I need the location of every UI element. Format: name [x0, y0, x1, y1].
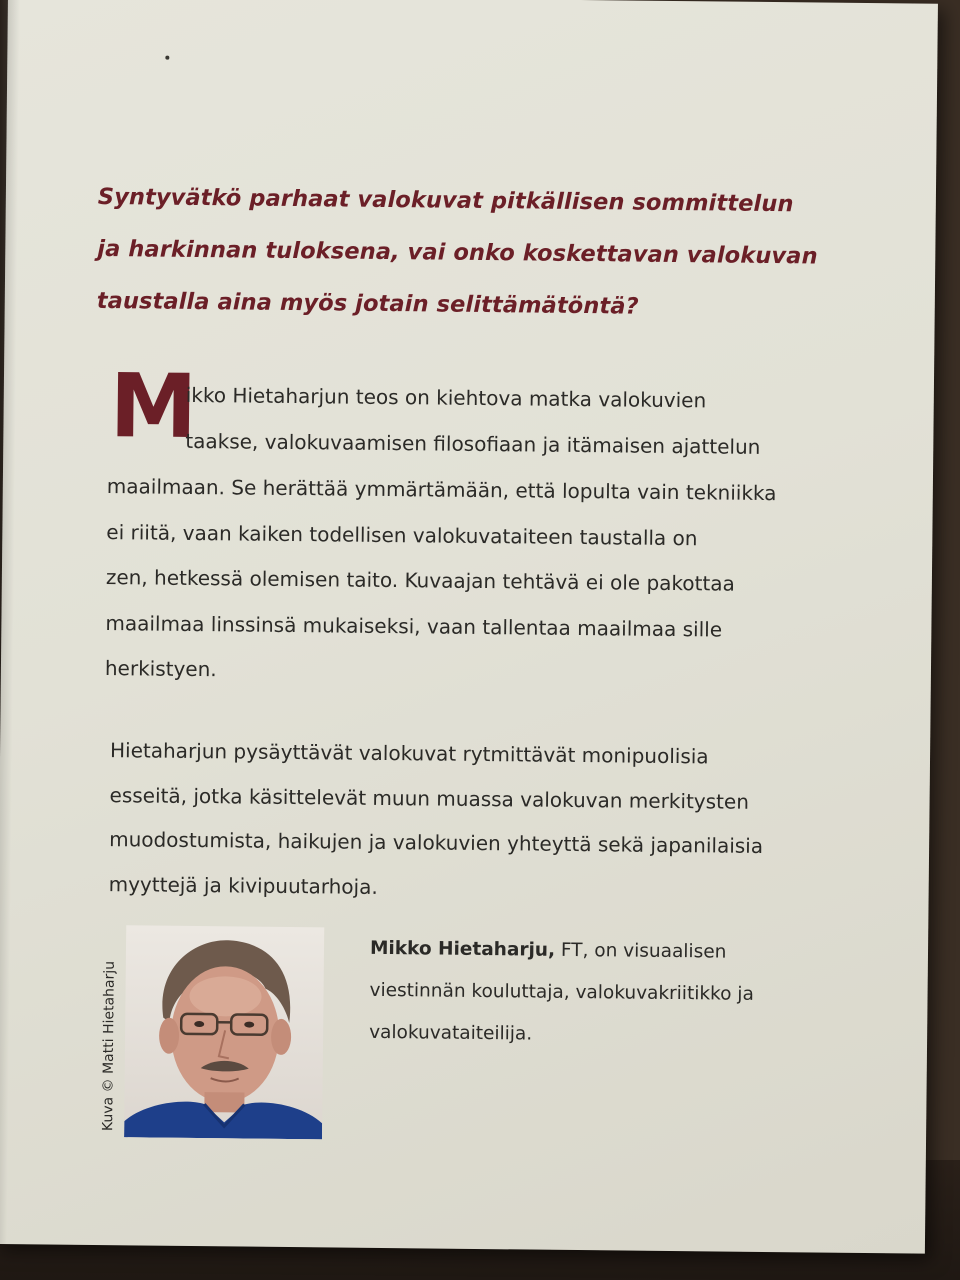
- paragraph-line: herkistyen.: [104, 656, 217, 682]
- lead-question: [97, 171, 839, 335]
- paragraph-line: Hietaharjun pysäyttävät valokuvat rytmittävät monipuolisia: [109, 738, 709, 769]
- paper-speck: [165, 56, 169, 60]
- author-title: FT, on visuaalisen: [554, 939, 727, 963]
- paragraph-line: maailmaan. Se herättää ymmärtämään, että lopulta vain tekniikka: [106, 474, 777, 506]
- paragraph-line: ikko Hietaharjun teos on kiehtova matka valokuvien: [185, 382, 707, 413]
- photo-credit: Kuva © Matti Hietaharju: [100, 960, 118, 1132]
- description-paragraph: [104, 354, 868, 682]
- paragraph-line: esseitä, jotka käsittelevät muun muassa valokuvan merkitysten: [109, 782, 750, 814]
- paragraph-line: zen, hetkessä olemisen taito. Kuvaajan tehtävä ei ole pakottaa: [105, 565, 735, 596]
- author-bio-line: valokuvataiteilija.: [369, 1021, 533, 1045]
- lead-question-line: Syntyvätkö parhaat valokuvat pitkällisen sommittelun: [97, 183, 794, 218]
- paragraph-line: ei riitä, vaan kaiken todellisen valokuvataiteen taustalla on: [106, 520, 698, 551]
- drop-cap: M: [109, 354, 198, 459]
- author-bio-line: viestinnän kouluttaja, valokuvakriitikko ja: [369, 979, 754, 1005]
- author-portrait: [124, 925, 324, 1139]
- author-name: Mikko Hietaharju,: [369, 937, 556, 961]
- lead-question-line: taustalla aina myös jotain selittämätöntä?: [96, 287, 639, 320]
- paragraph-line: taakse, valokuvaamisen filosofiaan ja itämaisen ajattelun: [185, 428, 761, 459]
- author-bio: [369, 928, 830, 1059]
- essays-paragraph: [108, 728, 870, 914]
- author-bio-line: [370, 928, 830, 975]
- lead-question-line: ja harkinnan tuloksena, vai onko koskettavan valokuvan: [97, 235, 818, 270]
- paragraph-line: maailmaa linssinsä mukaiseksi, vaan tallentaa maailmaa sille: [105, 611, 723, 642]
- paragraph-line: myyttejä ja kivipuutarhoja.: [108, 871, 378, 899]
- paragraph-line: muodostumista, haikujen ja valokuvien yhteyttä sekä japanilaisia: [109, 827, 764, 858]
